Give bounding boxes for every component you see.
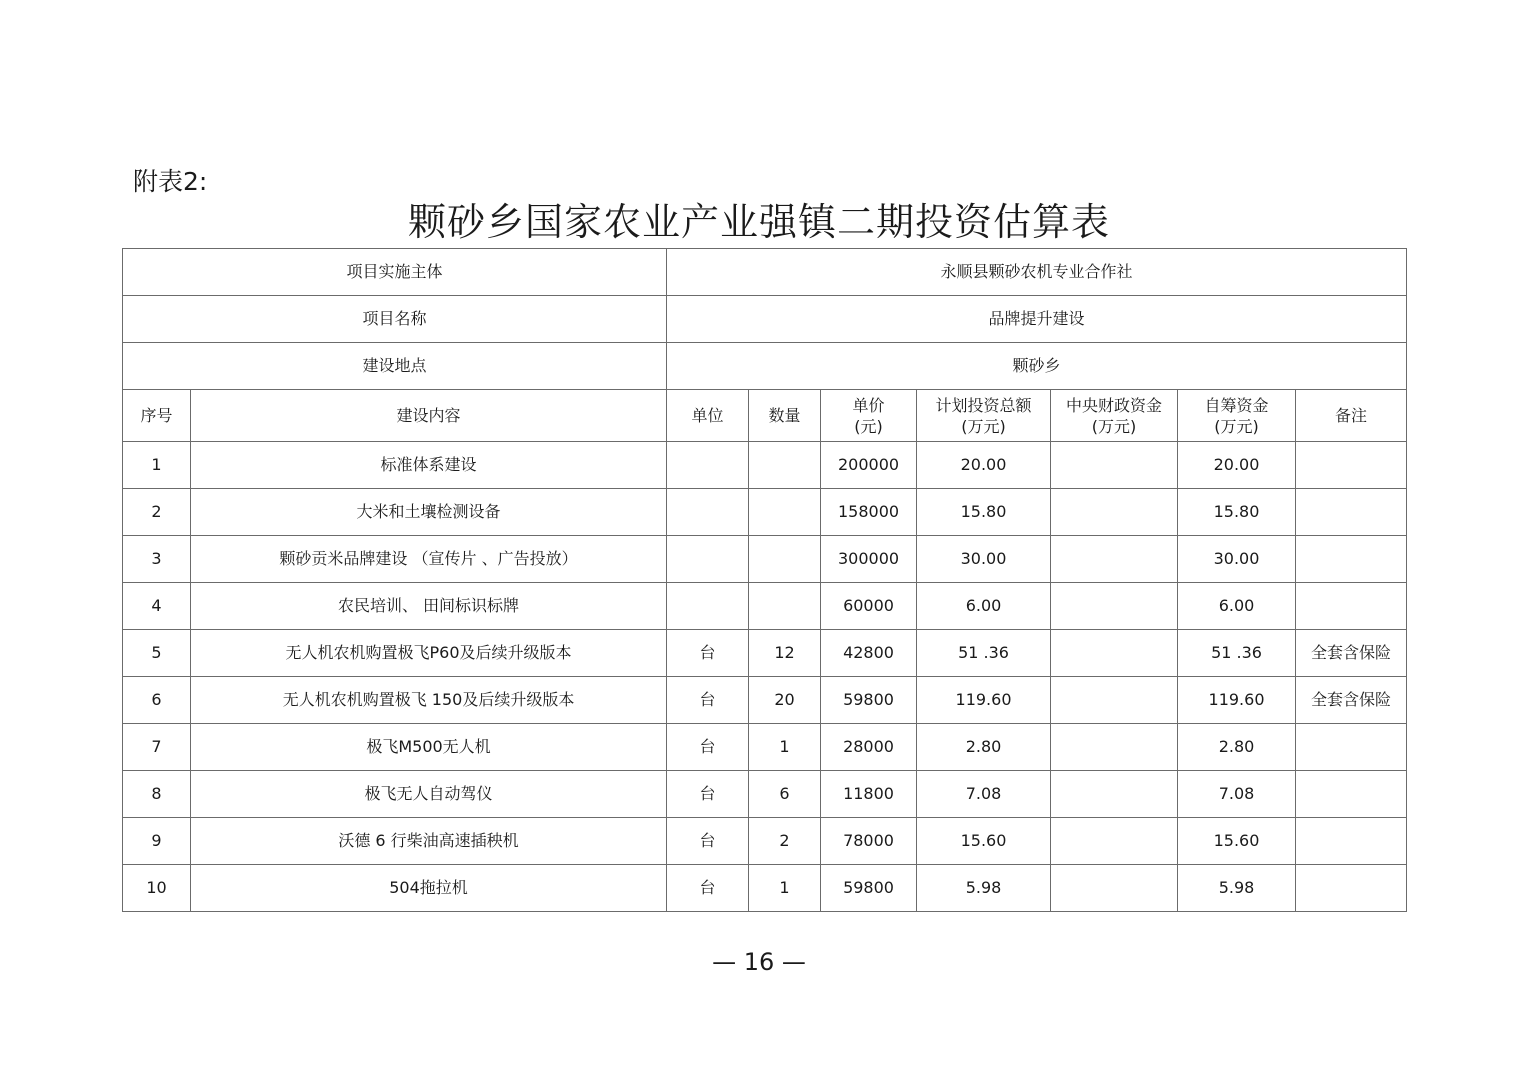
cell-content: 极飞无人自动驾仪 [191, 771, 667, 818]
cell-qty: 12 [749, 630, 821, 677]
table-row [123, 489, 1407, 536]
cell-unit [667, 536, 749, 583]
cell-remark [1296, 489, 1407, 536]
cell-qty: 20 [749, 677, 821, 724]
table-row [123, 630, 1407, 677]
cell-central [1051, 442, 1178, 489]
table-row [123, 818, 1407, 865]
header-central-line2: (万元) [1091, 416, 1137, 436]
cell-content: 大米和土壤检测设备 [191, 489, 667, 536]
cell-total: 6.00 [917, 583, 1051, 630]
cell-price: 158000 [821, 489, 917, 536]
cell-seq: 3 [123, 536, 191, 583]
cell-self: 15.60 [1178, 818, 1296, 865]
header-unit-price-line1: 单价 [852, 395, 885, 415]
table-body [123, 249, 1407, 912]
attachment-label: 附表2: [133, 167, 208, 196]
cell-remark [1296, 771, 1407, 818]
location-row [123, 343, 1407, 390]
cell-qty: 2 [749, 818, 821, 865]
cell-seq: 9 [123, 818, 191, 865]
cell-seq: 10 [123, 865, 191, 912]
cell-price: 42800 [821, 630, 917, 677]
cell-price: 59800 [821, 865, 917, 912]
cell-content: 504拖拉机 [191, 865, 667, 912]
cell-central [1051, 630, 1178, 677]
implementer-label: 项目实施主体 [123, 249, 667, 296]
cell-remark [1296, 442, 1407, 489]
investment-estimate-table [122, 248, 1407, 912]
cell-price: 200000 [821, 442, 917, 489]
location-label: 建设地点 [123, 343, 667, 390]
cell-qty [749, 489, 821, 536]
table-row [123, 677, 1407, 724]
cell-content: 农民培训、 田间标识标牌 [191, 583, 667, 630]
cell-price: 59800 [821, 677, 917, 724]
cell-total: 119.60 [917, 677, 1051, 724]
cell-unit: 台 [667, 630, 749, 677]
cell-self: 20.00 [1178, 442, 1296, 489]
cell-central [1051, 818, 1178, 865]
cell-remark [1296, 865, 1407, 912]
table-row [123, 724, 1407, 771]
cell-content: 标准体系建设 [191, 442, 667, 489]
header-seq: 序号 [123, 390, 191, 442]
cell-remark: 全套含保险 [1296, 630, 1407, 677]
cell-content: 沃德 6 行柴油高速插秧机 [191, 818, 667, 865]
header-remark: 备注 [1296, 390, 1407, 442]
page-title: 颗砂乡国家农业产业强镇二期投资估算表 [407, 200, 1110, 244]
cell-price: 11800 [821, 771, 917, 818]
header-unit-price-line2: (元) [854, 416, 883, 436]
cell-content: 无人机农机购置极飞 150及后续升级版本 [191, 677, 667, 724]
cell-central [1051, 489, 1178, 536]
cell-self: 51 .36 [1178, 630, 1296, 677]
cell-seq: 6 [123, 677, 191, 724]
cell-self: 119.60 [1178, 677, 1296, 724]
cell-unit: 台 [667, 865, 749, 912]
cell-seq: 8 [123, 771, 191, 818]
cell-qty: 1 [749, 724, 821, 771]
cell-price: 300000 [821, 536, 917, 583]
cell-unit [667, 489, 749, 536]
cell-content: 极飞M500无人机 [191, 724, 667, 771]
cell-content: 无人机农机购置极飞P60及后续升级版本 [191, 630, 667, 677]
cell-total: 30.00 [917, 536, 1051, 583]
cell-total: 15.80 [917, 489, 1051, 536]
cell-unit: 台 [667, 771, 749, 818]
cell-total: 2.80 [917, 724, 1051, 771]
cell-self: 30.00 [1178, 536, 1296, 583]
implementer-value: 永顺县颗砂农机专业合作社 [667, 249, 1407, 296]
header-qty: 数量 [749, 390, 821, 442]
header-total-line1: 计划投资总额 [935, 395, 1032, 415]
cell-central [1051, 865, 1178, 912]
cell-seq: 5 [123, 630, 191, 677]
cell-unit: 台 [667, 818, 749, 865]
cell-unit: 台 [667, 677, 749, 724]
cell-remark [1296, 536, 1407, 583]
cell-content: 颗砂贡米品牌建设 （宣传片 、广告投放） [191, 536, 667, 583]
cell-central [1051, 677, 1178, 724]
cell-seq: 7 [123, 724, 191, 771]
cell-total: 15.60 [917, 818, 1051, 865]
cell-seq: 2 [123, 489, 191, 536]
header-self-line2: (万元) [1214, 416, 1259, 436]
cell-remark [1296, 583, 1407, 630]
header-total-line2: (万元) [961, 416, 1006, 436]
header-total-investment [917, 390, 1051, 442]
cell-central [1051, 583, 1178, 630]
cell-remark [1296, 818, 1407, 865]
implementer-row [123, 249, 1407, 296]
header-self-funds [1178, 390, 1296, 442]
cell-seq: 4 [123, 583, 191, 630]
table-row [123, 442, 1407, 489]
cell-seq: 1 [123, 442, 191, 489]
table-row [123, 583, 1407, 630]
cell-remark: 全套含保险 [1296, 677, 1407, 724]
cell-total: 5.98 [917, 865, 1051, 912]
cell-unit: 台 [667, 724, 749, 771]
cell-central [1051, 724, 1178, 771]
cell-self: 2.80 [1178, 724, 1296, 771]
table-row [123, 771, 1407, 818]
header-content: 建设内容 [191, 390, 667, 442]
location-value: 颗砂乡 [667, 343, 1407, 390]
table-row [123, 536, 1407, 583]
cell-qty [749, 536, 821, 583]
cell-central [1051, 771, 1178, 818]
cell-central [1051, 536, 1178, 583]
cell-qty: 6 [749, 771, 821, 818]
cell-self: 5.98 [1178, 865, 1296, 912]
page-number: — 16 — [712, 948, 806, 976]
cell-qty: 1 [749, 865, 821, 912]
cell-price: 78000 [821, 818, 917, 865]
header-central-funds [1051, 390, 1178, 442]
cell-total: 51 .36 [917, 630, 1051, 677]
cell-total: 7.08 [917, 771, 1051, 818]
cell-self: 6.00 [1178, 583, 1296, 630]
cell-unit [667, 583, 749, 630]
cell-price: 60000 [821, 583, 917, 630]
cell-remark [1296, 724, 1407, 771]
cell-price: 28000 [821, 724, 917, 771]
header-self-line1: 自筹资金 [1204, 395, 1269, 415]
project-name-label: 项目名称 [123, 296, 667, 343]
table-row [123, 865, 1407, 912]
cell-self: 15.80 [1178, 489, 1296, 536]
cell-unit [667, 442, 749, 489]
column-header-row [123, 390, 1407, 442]
cell-qty [749, 583, 821, 630]
header-unit-price [821, 390, 917, 442]
cell-qty [749, 442, 821, 489]
project-name-row [123, 296, 1407, 343]
project-name-value: 品牌提升建设 [667, 296, 1407, 343]
header-unit: 单位 [667, 390, 749, 442]
header-central-line1: 中央财政资金 [1066, 395, 1163, 415]
cell-total: 20.00 [917, 442, 1051, 489]
cell-self: 7.08 [1178, 771, 1296, 818]
